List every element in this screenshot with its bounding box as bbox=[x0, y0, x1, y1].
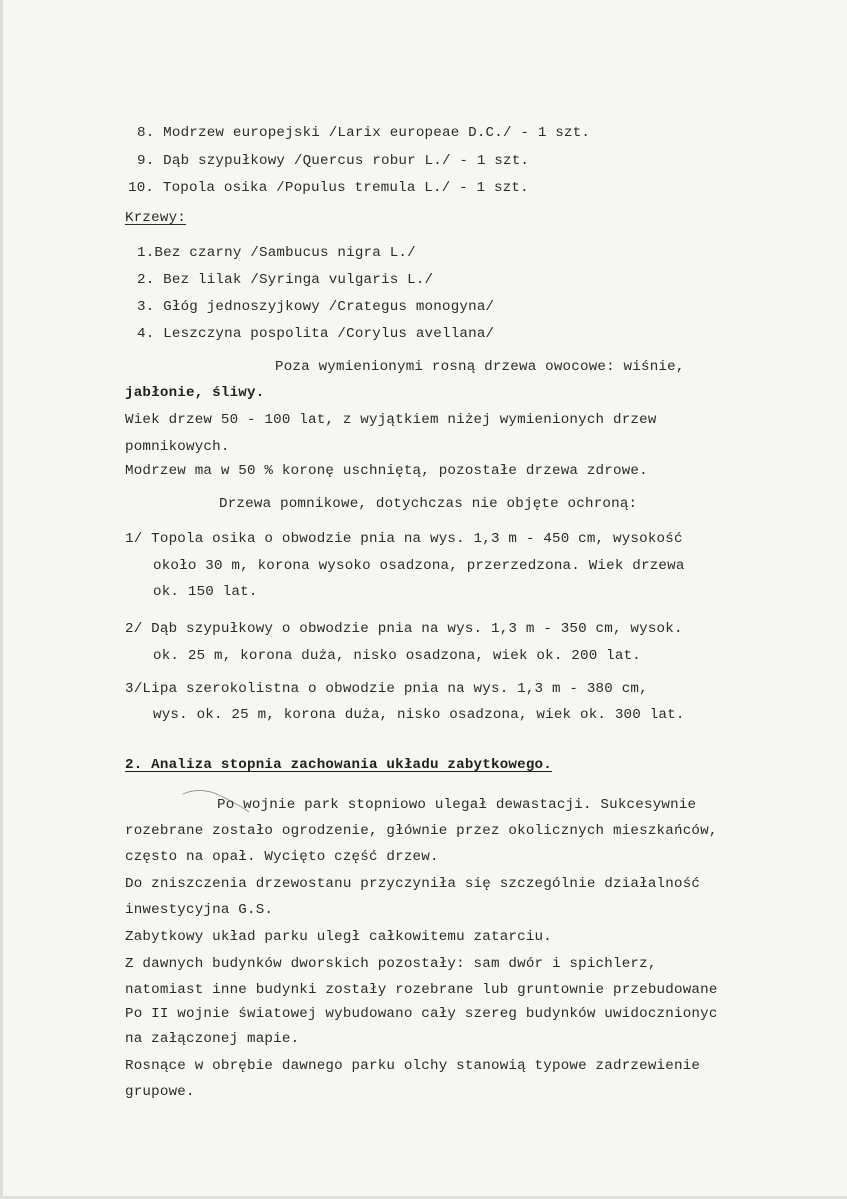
shrub-item-1: 1.Bez czarny /Sambucus nigra L./ bbox=[137, 245, 416, 261]
tree-item-10: 10. Topola osika /Populus tremula L./ - 1 szt. bbox=[128, 180, 529, 196]
analysis-line-8: natomiast inne budynki zostały rozebrane lub gruntownie przebudowane bbox=[125, 982, 718, 998]
tree-item-9: 9. Dąb szypułkowy /Quercus robur L./ - 1 szt. bbox=[137, 153, 530, 169]
analysis-line-7: Z dawnych budynków dworskich pozostały: sam dwór i spichlerz, bbox=[125, 956, 657, 972]
analysis-line-10: na załączonej mapie. bbox=[125, 1031, 300, 1047]
analysis-line-6: Zabytkowy układ parku uległ całkowitemu zatarciu. bbox=[125, 929, 552, 945]
analysis-line-3: często na opał. Wycięto część drzew. bbox=[125, 849, 439, 865]
monument-tree-1-line-1: 1/ Topola osika o obwodzie pnia na wys. 1,3 m - 450 cm, wysokość bbox=[125, 531, 683, 547]
fruit-trees-line-1: Poza wymienionymi rosną drzewa owocowe: wiśnie, bbox=[275, 359, 685, 375]
monument-heading: Drzewa pomnikowe, dotychczas nie objęte ochroną: bbox=[219, 496, 638, 512]
monument-tree-3-line-1: 3/Lipa szerokolistna o obwodzie pnia na wys. 1,3 m - 380 cm, bbox=[125, 681, 648, 697]
analysis-line-1: Po wojnie park stopniowo ulegał dewastacji. Sukcesywnie bbox=[217, 797, 697, 813]
fruit-trees-line-2: jabłonie, śliwy. bbox=[125, 385, 265, 401]
monument-tree-2-line-2: ok. 25 m, korona duża, nisko osadzona, wiek ok. 200 lat. bbox=[153, 648, 641, 664]
monument-tree-2-line-1: 2/ Dąb szypułkowy o obwodzie pnia na wys. 1,3 m - 350 cm, wysok. bbox=[125, 621, 683, 637]
analysis-line-9: Po II wojnie światowej wybudowano cały szereg budynków uwidocznionyc bbox=[125, 1006, 718, 1022]
analysis-line-2: rozebrane zostało ogrodzenie, głównie przez okolicznych mieszkańców, bbox=[125, 823, 718, 839]
monument-tree-1-line-2: około 30 m, korona wysoko osadzona, przerzedzona. Wiek drzewa bbox=[153, 558, 685, 574]
analysis-line-12: grupowe. bbox=[125, 1084, 195, 1100]
analysis-line-5: inwestycyjna G.S. bbox=[125, 902, 274, 918]
larch-note: Modrzew ma w 50 % koronę uschniętą, pozostałe drzewa zdrowe. bbox=[125, 463, 648, 479]
analysis-line-4: Do zniszczenia drzewostanu przyczyniła się szczególnie działalność bbox=[125, 876, 701, 892]
monument-tree-1-line-3: ok. 150 lat. bbox=[153, 584, 258, 600]
age-note-line-1: Wiek drzew 50 - 100 lat, z wyjątkiem niżej wymienionych drzew bbox=[125, 412, 657, 428]
analysis-line-11: Rosnące w obrębie dawnego parku olchy stanowią typowe zadrzewienie bbox=[125, 1058, 701, 1074]
shrub-item-3: 3. Głóg jednoszyjkowy /Crategus monogyna/ bbox=[137, 299, 495, 315]
shrubs-heading: Krzewy: bbox=[125, 210, 186, 226]
monument-tree-3-line-2: wys. ok. 25 m, korona duża, nisko osadzona, wiek ok. 300 lat. bbox=[153, 707, 685, 723]
tree-item-8: 8. Modrzew europejski /Larix europeae D.C./ - 1 szt. bbox=[137, 125, 591, 141]
shrub-item-2: 2. Bez lilak /Syringa vulgaris L./ bbox=[137, 272, 434, 288]
age-note-line-2: pomnikowych. bbox=[125, 439, 230, 455]
section-2-heading: 2. Analiza stopnia zachowania układu zabytkowego. bbox=[125, 757, 552, 773]
shrub-item-4: 4. Leszczyna pospolita /Corylus avellana/ bbox=[137, 326, 495, 342]
